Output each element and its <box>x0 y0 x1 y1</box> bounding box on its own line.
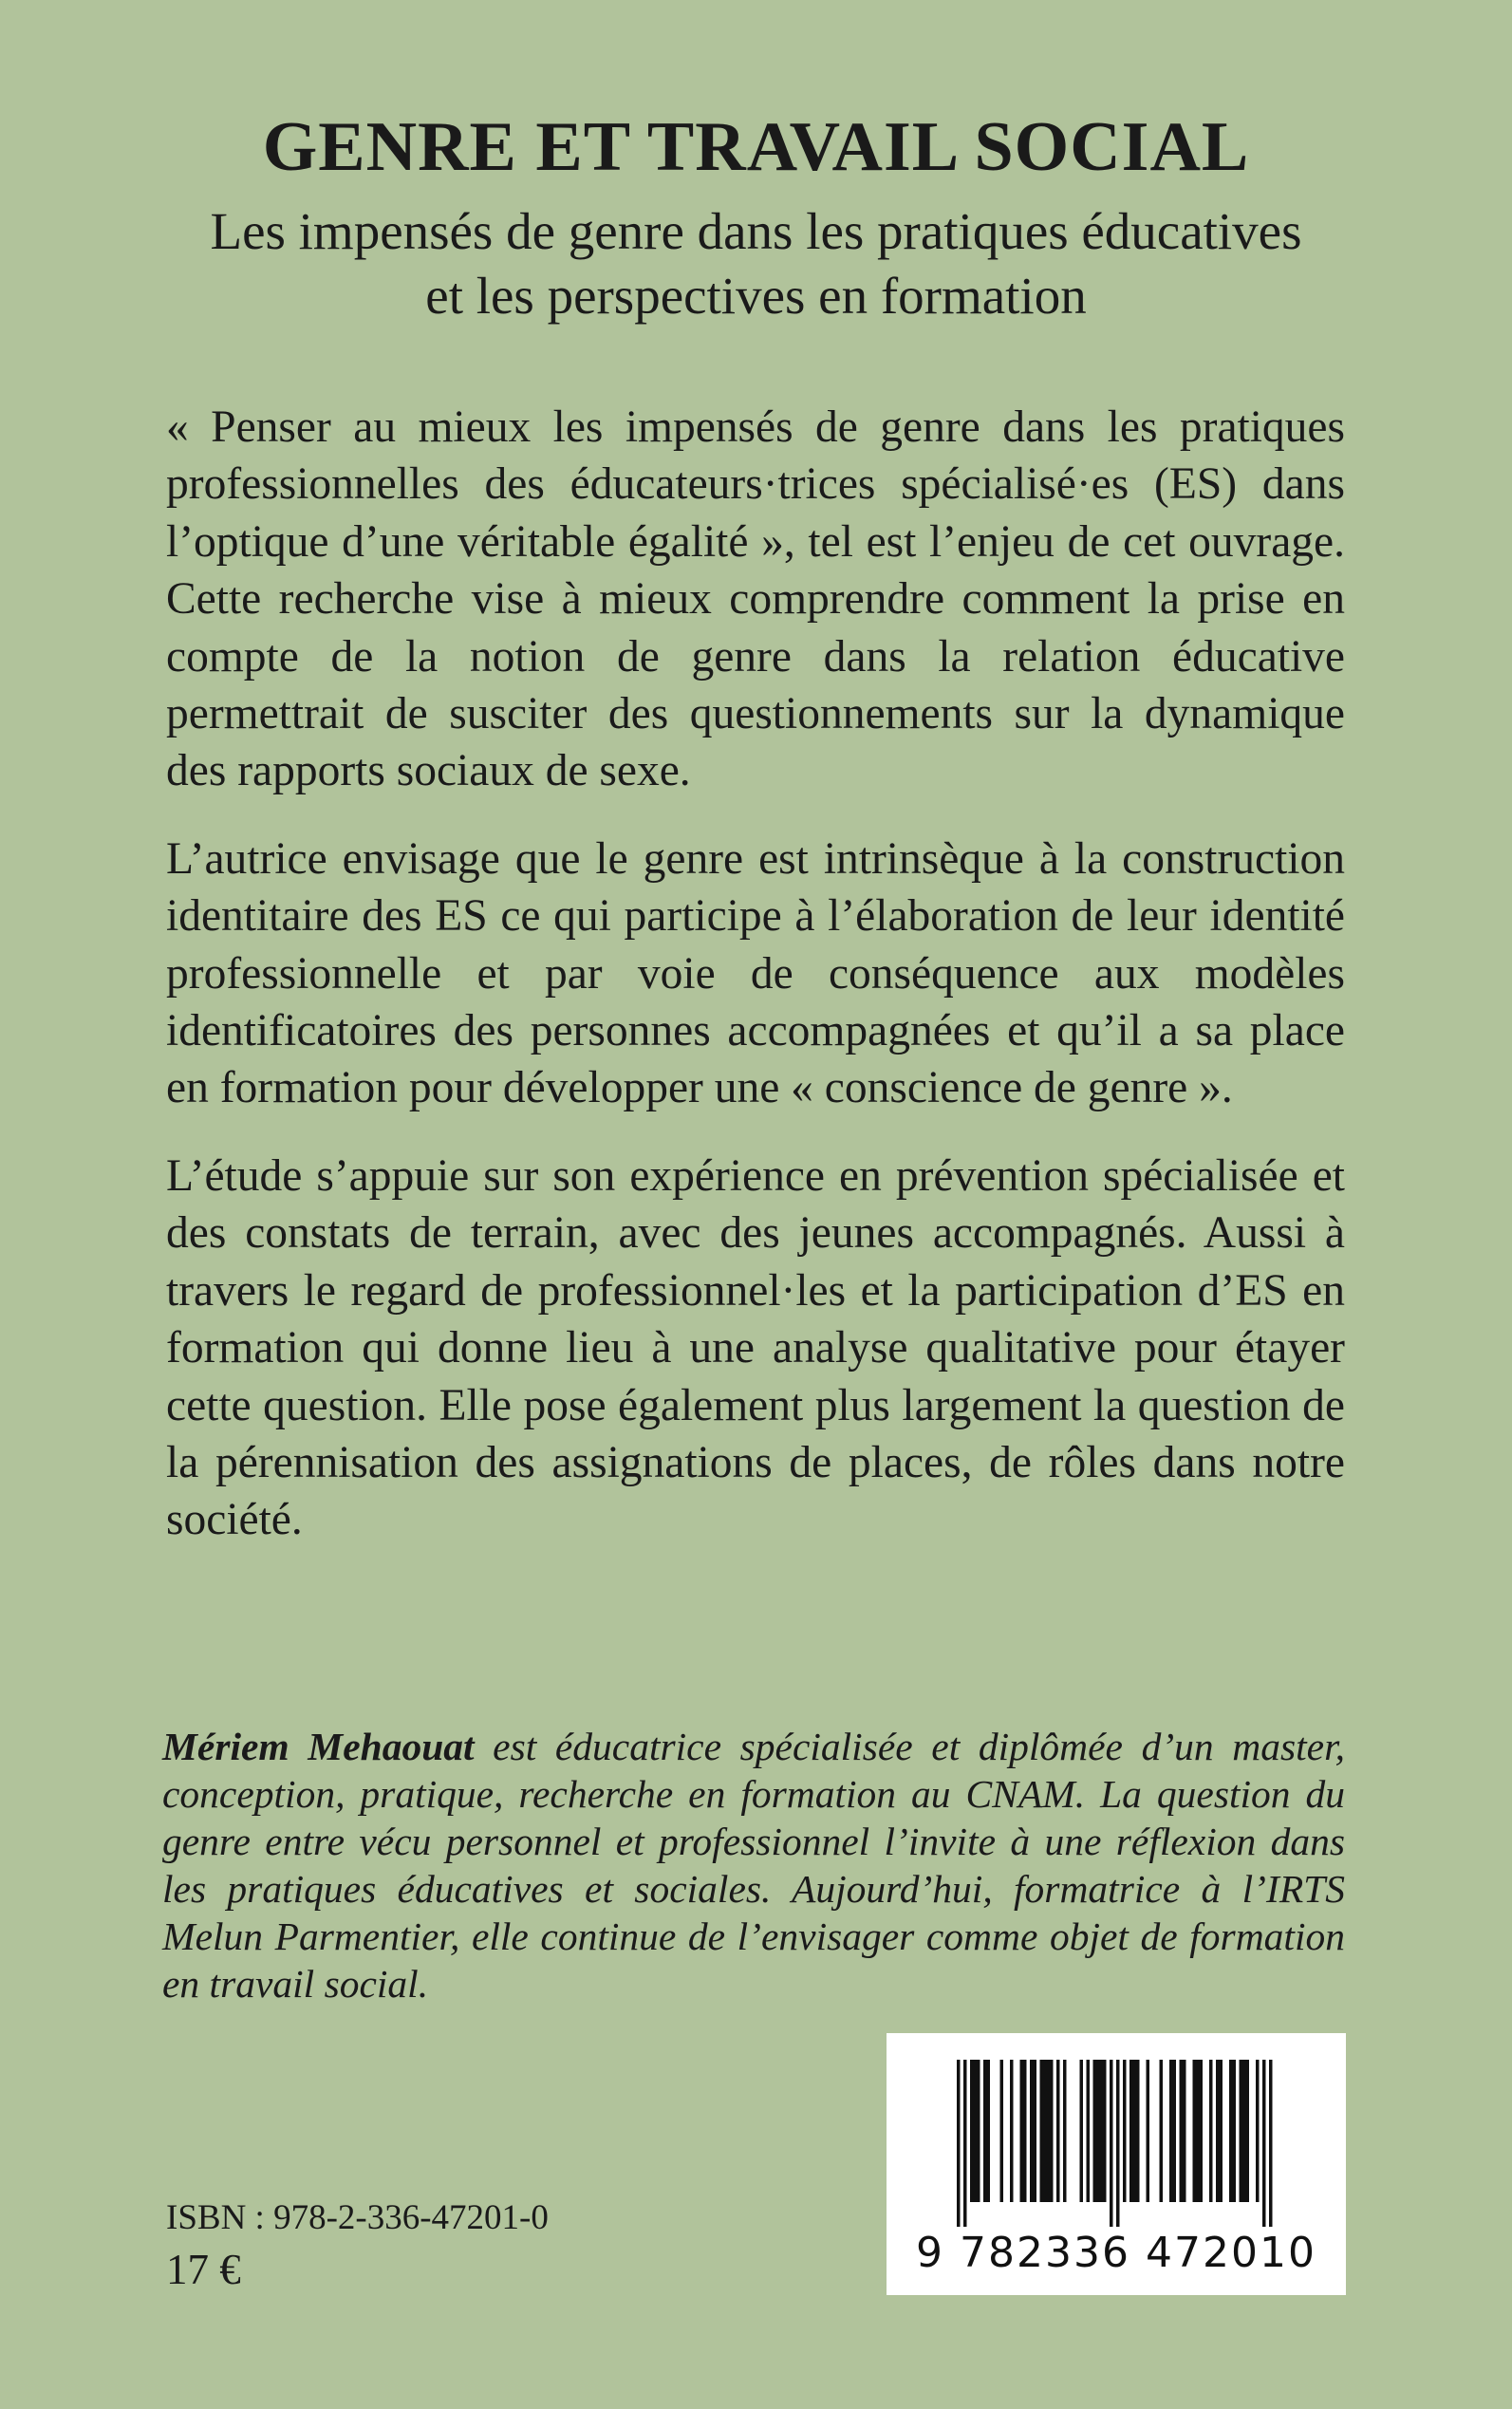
barcode-bar <box>1209 2060 1213 2202</box>
subtitle-line: Les impensés de genre dans les pratiques éducatives <box>210 202 1302 260</box>
barcode-bar <box>1269 2060 1273 2227</box>
barcode-bar <box>977 2060 980 2202</box>
barcode-bar <box>1233 2060 1237 2202</box>
barcode-bar <box>1196 2060 1200 2202</box>
barcode-bar <box>1129 2060 1133 2202</box>
barcode-bar <box>1123 2060 1127 2202</box>
barcode-bar <box>1100 2060 1104 2202</box>
barcode-bar <box>1116 2060 1120 2227</box>
barcode-bar <box>1200 2060 1204 2202</box>
author-bio-text: est éducatrice spécialisée et diplômée d’un master, conception, pratique, recherche en formation au CNAM. La question du genre entre vécu personnel et professionnel l’invite à une réflexion dans les pratiques éducatives et sociales. Aujourd’hui, formatrice à l’IRTS Melun Parmentier, elle continue de l’envisager comme objet de formation en travail social. <box>162 1725 1345 2006</box>
barcode-bar <box>963 2060 967 2227</box>
barcode-bar <box>1047 2060 1051 2202</box>
barcode-bar <box>1023 2060 1027 2202</box>
book-summary <box>166 399 1345 1579</box>
price-text: 17 € <box>166 2246 241 2293</box>
barcode-bar <box>1093 2060 1097 2202</box>
summary-paragraph: L’autrice envisage que le genre est intrinsèque à la construction identitaire des ES ce qui participe à l’élaboration de leur identité professionnelle et par voie de conséquence aux modèles identificatoires des personnes accompagnées et qu’il a sa place en formation pour développer une « conscience de genre ». <box>166 833 1345 1113</box>
barcode-bar <box>1034 2060 1037 2202</box>
barcode-bar <box>1216 2060 1220 2202</box>
summary-paragraph: L’étude s’appuie sur son expérience en prévention spécialisée et des constats de terrain, avec des jeunes accompagnés. Aussi à travers le regard de professionnel·les et la participation d’ES en formation qui donne lieu à une analyse qualitative pour étayer cette question. Elle pose également plus largement la question de la pérennisation des assignations de places, de rôles dans notre société. <box>166 1150 1345 1545</box>
barcode-bar <box>1169 2060 1173 2202</box>
barcode-bar <box>970 2060 974 2202</box>
barcode-bar <box>1147 2060 1150 2202</box>
barcode-bar <box>1000 2060 1004 2202</box>
barcode-bar <box>1180 2060 1184 2202</box>
barcode-bar <box>1193 2060 1197 2202</box>
barcode-bar <box>1096 2060 1100 2202</box>
book-subtitle <box>0 199 1512 328</box>
barcode-bar <box>1080 2060 1084 2202</box>
barcode-bar <box>1173 2060 1177 2202</box>
barcode-bar <box>1056 2060 1060 2202</box>
barcode-bar <box>1246 2060 1250 2202</box>
author-bio <box>162 1723 1345 2008</box>
barcode-bar <box>1242 2060 1246 2202</box>
barcode-bar <box>1136 2060 1140 2202</box>
subtitle-line: et les perspectives en formation <box>425 267 1087 325</box>
barcode-bar <box>1183 2060 1186 2202</box>
barcode-bar <box>1103 2060 1107 2202</box>
barcode-bar <box>1030 2060 1034 2202</box>
barcode-bar <box>1110 2060 1113 2227</box>
barcode-bar <box>1262 2060 1266 2227</box>
barcode-bar <box>1040 2060 1044 2202</box>
barcode-bar <box>1229 2060 1233 2202</box>
barcode-bar <box>987 2060 991 2202</box>
barcode-bar <box>1043 2060 1047 2202</box>
author-name: Mériem Mehaouat <box>162 1725 475 1768</box>
barcode-bar <box>1220 2060 1223 2202</box>
barcode-digits: 9 782336 472010 <box>916 2229 1316 2277</box>
barcode-bar <box>1160 2060 1164 2202</box>
barcode-bar <box>1020 2060 1024 2202</box>
barcode <box>887 2033 1346 2295</box>
summary-paragraph: « Penser au mieux les impensés de genre dans les pratiques professionnelles des éducateurs·trices spécialisé·es (ES) dans l’optique d’une véritable égalité », tel est l’enjeu de cet ouvrage. Cette recherche vise à mieux comprendre comment la prise en compte de la notion de genre dans la relation éducative permettrait de susciter des questionnements sur la dynamique des rapports sociaux de sexe. <box>166 402 1345 796</box>
barcode-bar <box>983 2060 987 2202</box>
barcode-bar <box>1010 2060 1014 2202</box>
barcode-bar <box>1133 2060 1137 2202</box>
book-title: GENRE ET TRAVAIL SOCIAL <box>262 108 1250 186</box>
isbn-text: ISBN : 978-2-336-47201-0 <box>166 2198 549 2237</box>
barcode-bars-icon <box>887 2033 1346 2232</box>
barcode-bar <box>974 2060 978 2202</box>
barcode-bar <box>1256 2060 1260 2202</box>
barcode-bar <box>1063 2060 1067 2202</box>
barcode-bar <box>957 2060 961 2227</box>
barcode-bar <box>1087 2060 1091 2202</box>
barcode-bar <box>1240 2060 1243 2202</box>
barcode-bar <box>1050 2060 1054 2202</box>
